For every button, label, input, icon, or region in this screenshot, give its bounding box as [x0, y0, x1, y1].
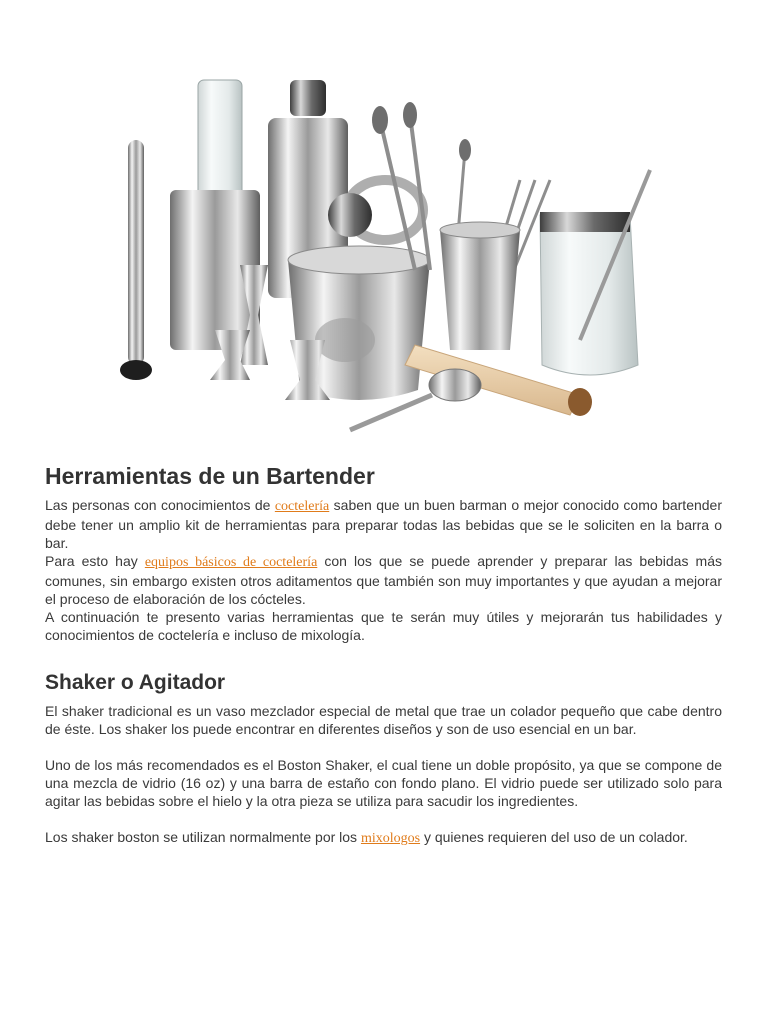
- intro-text-b: saben que un buen barman o mejor conocido como bartender debe tener un amplio kit de herramientas para preparar todas las bebidas que se le soliciten en la barra o bar.: [45, 497, 723, 551]
- shaker-tin: [440, 222, 520, 350]
- intro-paragraph: [45, 496, 722, 552]
- shaker-text-b: y quienes requieren del uso de un colador.: [420, 829, 688, 845]
- hero-image: [110, 40, 690, 450]
- link-cocteleria[interactable]: coctelería: [274, 499, 330, 514]
- section-title-shaker: Shaker o Agitador: [45, 671, 226, 694]
- shaker-paragraph-2: Uno de los más recomendados es el Boston Shaker, el cual tiene un doble propósito, ya que se compone de una mezcla de vidrio (16 oz) y una barra de estaño con fondo plano. El vidrio puede ser utilizado solo para agitar las bebidas sobre el hielo y la otra pieza se utiliza para sacudir los ingredientes.: [45, 757, 722, 809]
- shaker-paragraph-3: [45, 828, 722, 848]
- section-title-herramientas: Herramientas de un Bartender: [45, 463, 375, 489]
- intro-text-a: Las personas con conocimientos de: [45, 497, 275, 513]
- equipment-text-a: Para esto hay: [45, 553, 145, 569]
- mixing-glass: [170, 80, 260, 350]
- equipment-paragraph: [45, 552, 722, 608]
- muddler: [120, 140, 152, 380]
- bartender-tools-illustration: [110, 40, 690, 450]
- article-content: [45, 460, 722, 848]
- continuation-paragraph: A continuación te presento varias herramientas que te serán muy útiles y mejorarán tus habilidades y conocimientos de coctelería e incluso de mixología.: [45, 609, 722, 643]
- mixing-pitcher: [540, 170, 650, 375]
- link-mixologos[interactable]: mixologos: [360, 831, 421, 846]
- shaker-paragraph-1: El shaker tradicional es un vaso mezclador especial de metal que trae un colador pequeño que cabe dentro de éste. Los shaker los puede encontrar en diferentes diseños y son de uso esencial en un bar.: [45, 703, 722, 737]
- equipment-text-b: con los que se puede aprender y preparar las bebidas más comunes, sin embargo existen otros aditamentos que también son muy importantes y que ayudan a mejorar el proceso de elaboración de los cócteles.: [45, 553, 722, 607]
- link-equipos-basicos[interactable]: equipos básicos de coctelería: [144, 555, 318, 570]
- shaker-text-a: Los shaker boston se utilizan normalmente por los: [45, 829, 361, 845]
